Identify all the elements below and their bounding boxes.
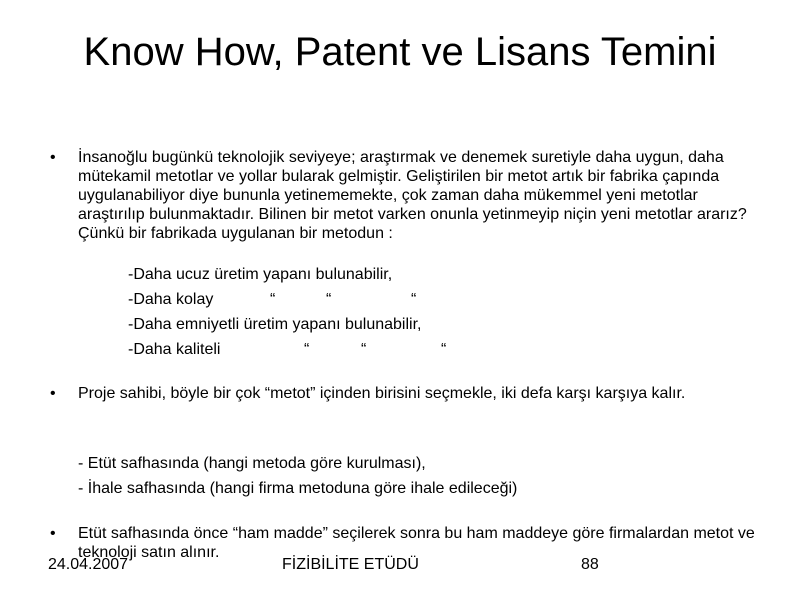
list-item-safer: -Daha emniyetli üretim yapanı bulunabilir, <box>128 316 422 333</box>
list-item-cheaper: -Daha ucuz üretim yapanı bulunabilir, <box>128 266 393 283</box>
list-item-quality: -Daha kaliteli <box>128 341 221 358</box>
slide-title: Know How, Patent ve Lisans Temini <box>83 30 717 74</box>
paragraph-project-owner: Proje sahibi, böyle bir çok “metot” içinden birisini seçmekle, iki defa karşı karşıya kalır. <box>78 385 686 402</box>
paragraph-technology: İnsanoğlu bugünkü teknolojik seviyeye; araştırmak ve denemek suretiyle daha uygun, daha mütekamil metotlar ve yollar bularak gelmiştir. Geliştirilen bir metot artık bir fabrika çapında uygulanabiliyor diye bununla yetinememekte, çok zaman daha mükemmel yeni metotlar araştırılıp bulunmaktadır. Bilinen bir metot varken onunla yetinmeyip niçin yeni metotlar ararız? Çünkü bir fabrikada uygulanan bir metodun : <box>78 149 747 242</box>
ditto-mark: “ <box>304 341 310 358</box>
bullet-marker: • <box>50 385 56 402</box>
list-item-easier: -Daha kolay <box>128 291 214 308</box>
bullet-marker: • <box>50 525 56 542</box>
bullet-marker: • <box>50 149 56 166</box>
ditto-mark: “ <box>270 291 276 308</box>
ditto-mark: “ <box>411 291 417 308</box>
footer-date: 24.04.2007 <box>48 556 129 573</box>
ditto-mark: “ <box>361 341 367 358</box>
footer-title: FİZİBİLİTE ETÜDÜ <box>282 556 419 573</box>
paragraph-raw-material: Etüt safhasında önce “ham madde” seçilerek sonra bu ham maddeye göre firmalardan metot ve teknoloji satın alınır. <box>78 525 755 561</box>
ditto-mark: “ <box>326 291 332 308</box>
list-item-study-phase: - Etüt safhasında (hangi metoda göre kurulması), <box>78 455 426 472</box>
list-item-tender-phase: - İhale safhasında (hangi firma metoduna göre ihale edileceği) <box>78 480 518 497</box>
footer-page-number: 88 <box>581 556 599 573</box>
ditto-mark: “ <box>441 341 447 358</box>
